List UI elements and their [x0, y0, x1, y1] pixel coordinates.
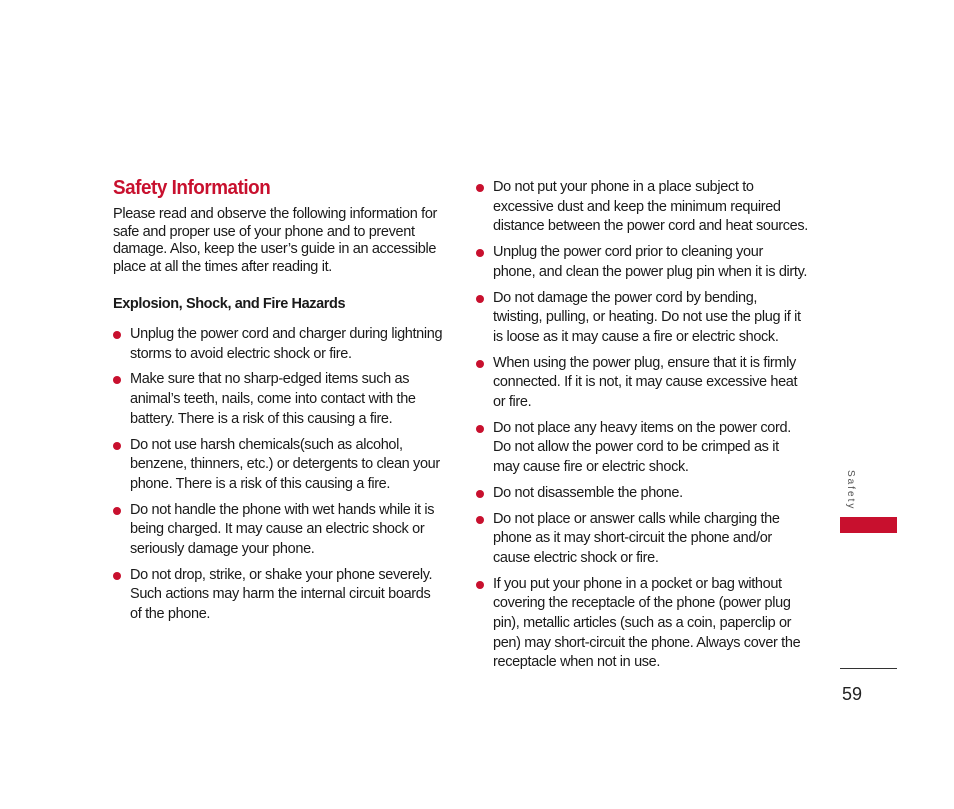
left-column: [113, 176, 445, 631]
bullet-dot-icon: [476, 295, 484, 303]
sidebar-section-label: Safety: [845, 470, 856, 511]
list-item: [113, 436, 445, 495]
list-item: [113, 501, 445, 560]
bullet-dot-icon: [476, 425, 484, 433]
list-item: [476, 243, 808, 282]
footer-divider: [840, 668, 897, 669]
list-item: [476, 419, 808, 478]
page-number: 59: [842, 684, 863, 704]
bullet-dot-icon: [476, 249, 484, 257]
bullet-dot-icon: [476, 581, 484, 589]
list-item-text: Do not use harsh chemicals(such as alcohol, benzene, thinners, etc.) or detergents to clean your phone. There is a risk of this causing a fire.: [130, 436, 440, 492]
right-bullet-list: [476, 178, 808, 673]
list-item: [476, 354, 808, 413]
left-bullet-list: [113, 325, 445, 625]
list-item: [113, 370, 445, 429]
sidebar-section-tab: [840, 517, 897, 533]
list-item-text: If you put your phone in a pocket or bag without covering the receptacle of the phone (power plug pin), metallic articles (such as a coin, paperclip or pen) may short-circuit the phone. Always cover the receptacle when not in use.: [493, 575, 801, 671]
list-item-text: Unplug the power cord and charger during lightning storms to avoid electric shock or fire.: [130, 326, 443, 362]
list-item: [476, 510, 808, 569]
list-item-text: Make sure that no sharp-edged items such as animal’s teeth, nails, come into contact with the battery. There is a risk of this causing a fire.: [130, 371, 416, 427]
list-item-text: Do not put your phone in a place subject to excessive dust and keep the minimum required distance between the power cord and heat sources.: [493, 179, 808, 235]
list-item-text: Do not place or answer calls while charging the phone as it may short-circuit the phone and/or cause electric shock or fire.: [493, 510, 780, 566]
bullet-dot-icon: [476, 490, 484, 498]
list-item: [476, 178, 808, 237]
bullet-dot-icon: [113, 507, 121, 515]
list-item-text: Do not place any heavy items on the power cord. Do not allow the power cord to be crimped as it may cause fire or electric shock.: [493, 419, 791, 476]
list-item-text: Unplug the power cord prior to cleaning your phone, and clean the power plug pin when it is dirty.: [493, 244, 808, 280]
intro-paragraph: Please read and observe the following information for safe and proper use of your phone and to prevent damage. Also, keep the user’s guide in an accessible place at all the times after reading it.: [113, 206, 438, 275]
list-item: [476, 575, 808, 674]
list-item: [476, 289, 808, 348]
bullet-dot-icon: [113, 442, 121, 450]
right-column: [476, 178, 808, 679]
bullet-dot-icon: [476, 516, 484, 524]
list-item: [476, 484, 808, 504]
bullet-dot-icon: [113, 572, 121, 580]
bullet-dot-icon: [476, 360, 484, 368]
list-item-text: Do not disassemble the phone.: [493, 484, 683, 501]
list-item-text: Do not drop, strike, or shake your phone severely. Such actions may harm the internal circuit boards of the phone.: [130, 566, 433, 623]
list-item: [113, 566, 445, 625]
bullet-dot-icon: [113, 331, 121, 339]
list-item: [113, 325, 445, 364]
list-item-text: When using the power plug, ensure that it is firmly connected. If it is not, it may cause excessive heat or fire.: [493, 354, 798, 411]
list-item-text: Do not damage the power cord by bending, twisting, pulling, or heating. Do not use the plug if it is loose as it may cause a fire or electric shock.: [493, 289, 801, 345]
section-subheading: Explosion, Shock, and Fire Hazards: [113, 296, 346, 312]
bullet-dot-icon: [113, 376, 121, 384]
bullet-dot-icon: [476, 184, 484, 192]
list-item-text: Do not handle the phone with wet hands while it is being charged. It may cause an electric shock or seriously damage your phone.: [130, 501, 435, 558]
page-title: Safety Information: [113, 176, 271, 199]
